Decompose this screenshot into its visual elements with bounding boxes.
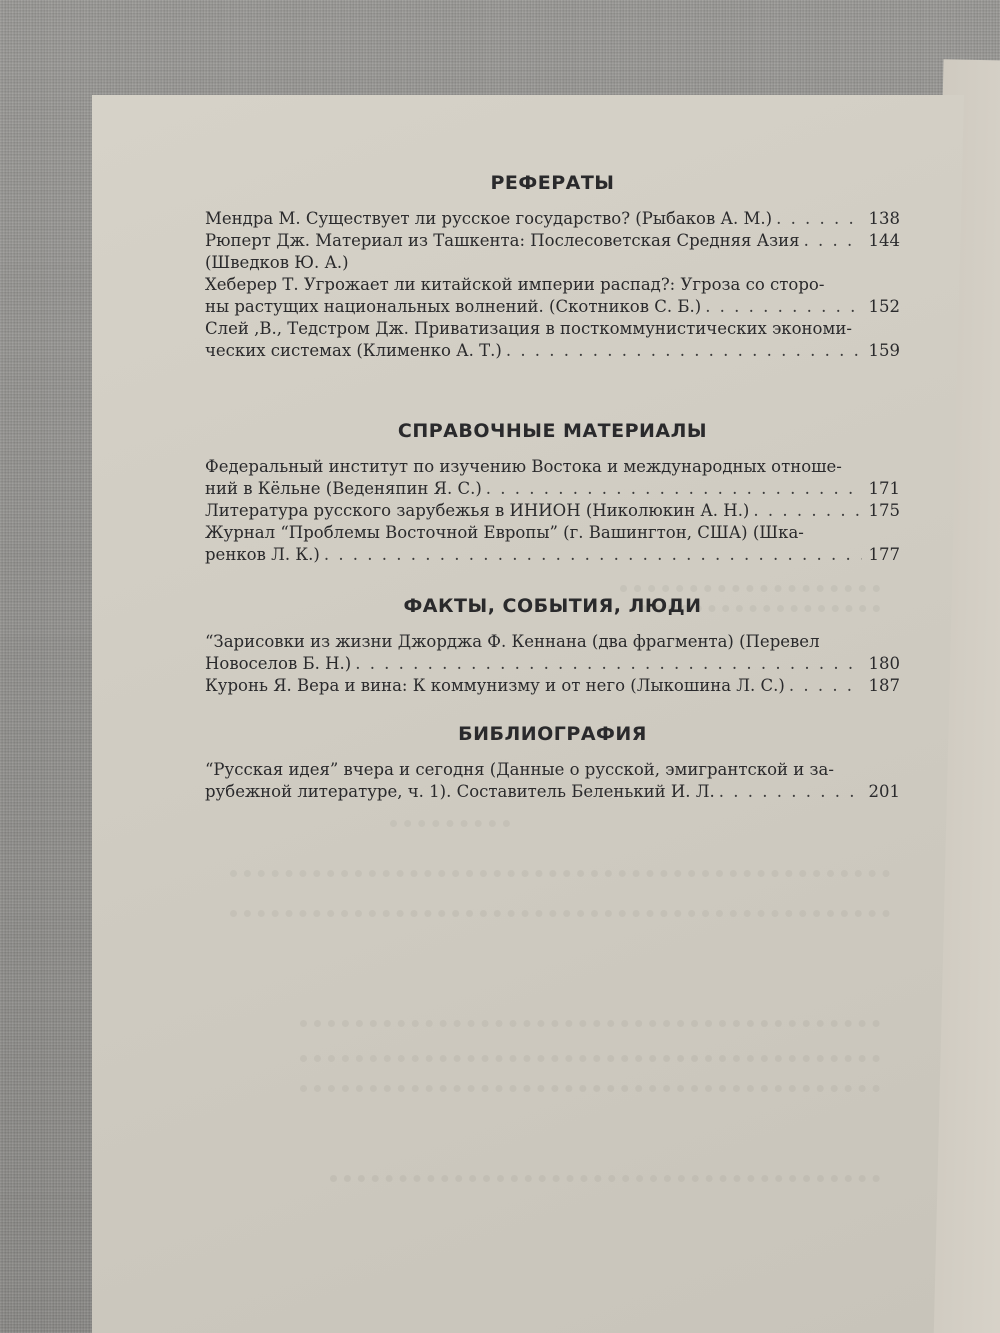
page-number: 171 (868, 479, 900, 498)
entry-text: (Шведков Ю. А.) (205, 253, 349, 272)
leader-dots (789, 675, 862, 697)
leader-dots (776, 208, 862, 230)
entry-text: Слей ,В., Тедстром Дж. Приватизация в посткоммунистических экономи- (205, 319, 852, 338)
page-number: 177 (868, 545, 900, 564)
entry-text: Журнал “Проблемы Восточной Европы” (г. Вашингтон, США) (Шка- (205, 523, 804, 542)
page-number: 201 (868, 782, 900, 801)
section-heading: БИБЛИОГРАФИЯ (458, 723, 647, 745)
section-referaty (205, 170, 900, 418)
toc-entry (205, 456, 900, 500)
page-number: 138 (868, 209, 900, 228)
show-through-line (390, 820, 510, 828)
show-through-line (230, 910, 890, 918)
section-heading: ФАКТЫ, СОБЫТИЯ, ЛЮДИ (403, 595, 702, 617)
toc-entry (205, 759, 900, 803)
section-heading: СПРАВОЧНЫЕ МАТЕРИАЛЫ (397, 420, 708, 442)
entry-text: Новоселов Б. Н.) (205, 654, 352, 673)
leader-dots (705, 296, 862, 318)
show-through-line (330, 1175, 880, 1183)
toc-entry (205, 274, 900, 318)
entry-text: “Русская идея” вчера и сегодня (Данные о русской, эмигрантской и за- (205, 760, 834, 779)
show-through-line (300, 1085, 880, 1093)
toc-entry (205, 631, 900, 675)
leader-dots (753, 500, 862, 522)
leader-dots (324, 544, 862, 566)
toc-entry (205, 675, 900, 697)
page-number: 180 (868, 654, 900, 673)
section-bibliography (205, 721, 900, 803)
page-number: 187 (868, 676, 900, 695)
leader-dots (486, 478, 862, 500)
entry-text: Хеберер Т. Угрожает ли китайской империи распад?: Угроза со сторо- (205, 275, 825, 294)
entry-text: Рюперт Дж. Материал из Ташкента: Послесоветская Средняя Азия (205, 231, 800, 250)
toc-entry (205, 230, 900, 274)
toc-entry (205, 500, 900, 522)
show-through-line (230, 870, 890, 878)
page-number: 144 (868, 231, 900, 250)
entry-text: “Зарисовки из жизни Джорджа Ф. Кеннана (два фрагмента) (Перевел (205, 632, 820, 651)
toc-entry (205, 318, 900, 362)
entry-text: Мендра М. Существует ли русское государство? (Рыбаков А. М.) (205, 209, 773, 228)
section-heading: РЕФЕРАТЫ (490, 172, 615, 194)
entry-text: ренков Л. К.) (205, 545, 320, 564)
toc-entry (205, 522, 900, 566)
leader-dots (506, 340, 862, 362)
leader-dots (355, 653, 862, 675)
entry-text: ний в Кёльне (Веденяпин Я. С.) (205, 479, 482, 498)
page-number: 152 (868, 297, 900, 316)
entry-text: Куронь Я. Вера и вина: К коммунизму и от него (Лыкошина Л. С.) (205, 676, 785, 695)
leader-dots (719, 781, 862, 803)
section-facts-events-people (205, 593, 900, 721)
show-through-line (300, 1055, 880, 1063)
leader-dots (804, 230, 862, 252)
toc-entry (205, 208, 900, 230)
entry-text: ческих системах (Клименко А. Т.) (205, 341, 502, 360)
entry-text: рубежной литературе, ч. 1). Составитель Беленький И. Л. (205, 782, 715, 801)
entry-text: Федеральный институт по изучению Востока и международных отноше- (205, 457, 842, 476)
page-number: 159 (868, 341, 900, 360)
entry-text: Литература русского зарубежья в ИНИОН (Николюкин А. Н.) (205, 501, 750, 520)
table-of-contents (205, 170, 900, 803)
show-through-line (300, 1020, 880, 1028)
section-reference-materials (205, 418, 900, 593)
entry-text: ны растущих национальных волнений. (Скотников С. Б.) (205, 297, 702, 316)
page-number: 175 (868, 501, 900, 520)
